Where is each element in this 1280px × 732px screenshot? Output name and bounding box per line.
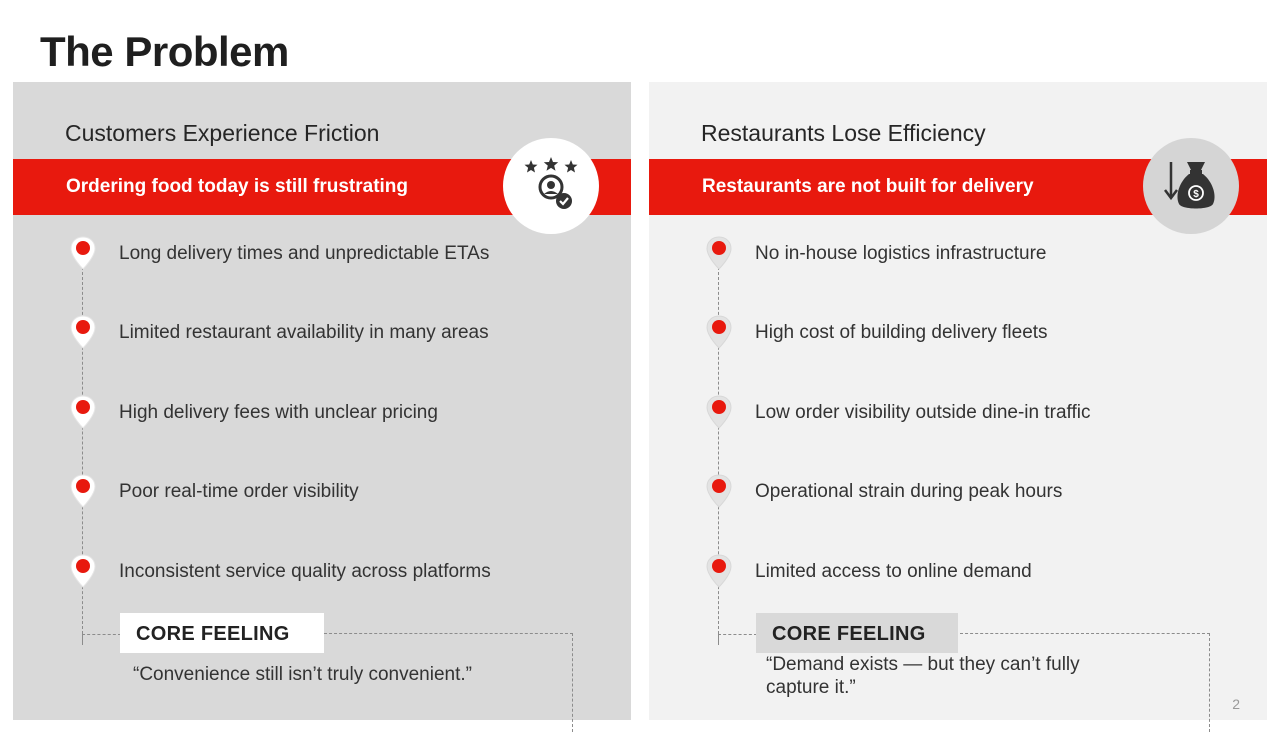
restaurants-item [649, 554, 1249, 594]
page-number: 2 [1232, 696, 1240, 712]
customers-item [13, 236, 613, 276]
location-pin-icon [706, 315, 732, 349]
location-pin-icon [70, 554, 96, 588]
customers-item [13, 554, 613, 594]
location-pin-icon [70, 236, 96, 270]
restaurants-core-quote-line1: “Demand exists — but they can’t fully [766, 654, 1080, 675]
customers-item-text: Poor real-time order visibility [119, 481, 359, 502]
restaurants-banner-text: Restaurants are not built for delivery [702, 176, 1034, 197]
location-pin-icon [706, 554, 732, 588]
customers-banner-text: Ordering food today is still frustrating [66, 176, 409, 197]
restaurants-core-feeling-label: CORE FEELING [772, 623, 926, 645]
customers-item [13, 474, 613, 514]
customers-item-text: Limited restaurant availability in many areas [119, 322, 489, 343]
restaurants-heading: Restaurants Lose Efficiency [701, 120, 986, 146]
customers-timeline-connector [82, 634, 121, 645]
customer-review-icon [521, 156, 581, 216]
customers-item [13, 315, 613, 355]
restaurants-panel [649, 82, 1267, 720]
location-pin-icon [706, 236, 732, 270]
restaurants-timeline-connector [718, 634, 757, 645]
restaurants-item [649, 395, 1249, 435]
restaurants-core-feeling-box [756, 613, 958, 653]
svg-text:$: $ [1193, 189, 1199, 200]
customers-item-text: Long delivery times and unpredictable ETAs [119, 243, 490, 264]
restaurants-core-quote [766, 653, 1080, 699]
location-pin-icon [70, 474, 96, 508]
slide-title: The Problem [40, 28, 289, 75]
restaurants-item-text: High cost of building delivery fleets [755, 322, 1048, 343]
restaurants-item-text: Low order visibility outside dine-in traffic [755, 402, 1091, 423]
restaurants-item-text: Operational strain during peak hours [755, 481, 1063, 502]
location-pin-icon [706, 474, 732, 508]
location-pin-icon [706, 395, 732, 429]
customers-core-quote: “Convenience still isn’t truly convenient.” [133, 664, 472, 685]
customer-review-badge [503, 138, 599, 234]
restaurants-item [649, 236, 1249, 276]
customers-core-feeling-box [120, 613, 324, 653]
money-bag-loss-icon [1161, 156, 1221, 216]
customers-heading: Customers Experience Friction [65, 120, 380, 146]
restaurants-item [649, 474, 1249, 514]
location-pin-icon [70, 395, 96, 429]
customers-core-feeling-label: CORE FEELING [136, 623, 290, 645]
restaurants-item [649, 315, 1249, 355]
location-pin-icon [70, 315, 96, 349]
customers-item [13, 395, 613, 435]
customers-panel [13, 82, 631, 720]
restaurants-core-quote-line2: capture it.” [766, 677, 856, 698]
restaurants-item-text: Limited access to online demand [755, 561, 1032, 582]
customers-item-text: High delivery fees with unclear pricing [119, 402, 438, 423]
restaurants-item-text: No in-house logistics infrastructure [755, 243, 1047, 264]
money-loss-badge [1143, 138, 1239, 234]
customers-item-text: Inconsistent service quality across platforms [119, 561, 491, 582]
